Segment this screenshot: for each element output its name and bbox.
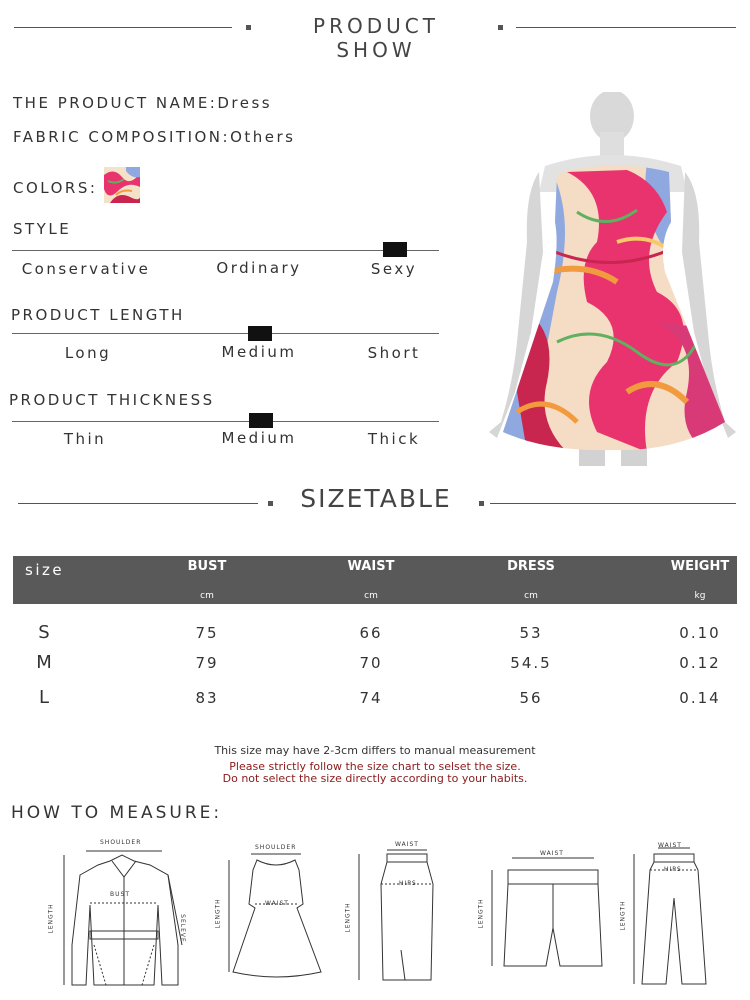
row-m-waist: 70 xyxy=(359,654,383,672)
bust-unit: cm xyxy=(200,591,214,601)
size-column-header: size xyxy=(25,561,65,579)
product-image xyxy=(487,92,738,470)
row-s-dress: 53 xyxy=(519,624,543,642)
weight-unit: kg xyxy=(694,591,706,601)
bust-column-header: BUST xyxy=(187,559,227,574)
how-to-measure-title: HOW TO MEASURE: xyxy=(11,803,223,823)
row-l-size: L xyxy=(38,687,52,708)
fabric-value: Others xyxy=(230,128,296,146)
jacket-shoulder-label: SHOULDER xyxy=(100,839,142,846)
dress-shoulder-label: SHOULDER xyxy=(255,844,297,851)
row-s-weight: 0.10 xyxy=(679,624,721,642)
shorts-icon xyxy=(478,848,603,976)
shorts-length-label: LENGTH xyxy=(477,898,485,929)
size-warning-line2: Do not select the size directly according to your habits. xyxy=(222,772,528,785)
row-l-bust: 83 xyxy=(195,689,219,707)
row-l-weight: 0.14 xyxy=(679,689,721,707)
row-m-dress: 54.5 xyxy=(510,654,552,672)
length-scale-marker xyxy=(248,326,272,341)
jacket-figure xyxy=(47,835,200,995)
color-swatch[interactable] xyxy=(104,167,140,203)
fabric-label: FABRIC COMPOSITION: xyxy=(13,128,231,146)
pants-waist-label: WAIST xyxy=(658,842,682,849)
row-m-size: M xyxy=(36,652,54,673)
thickness-label-thick: Thick xyxy=(367,430,421,448)
jacket-sleeve-label: SELEVE xyxy=(178,914,186,943)
page-title: PRODUCT SHOW xyxy=(313,14,439,62)
waist-column-header: WAIST xyxy=(347,559,395,574)
product-name-value: Dress xyxy=(217,94,273,112)
row-l-dress: 56 xyxy=(519,689,543,707)
dress-icon xyxy=(215,840,330,990)
row-m-weight: 0.12 xyxy=(679,654,721,672)
fabric-row xyxy=(13,128,295,146)
skirt-figure xyxy=(345,840,445,990)
length-scale-line xyxy=(12,333,439,334)
jacket-bust-label: BUST xyxy=(110,891,130,898)
pants-icon xyxy=(620,840,710,990)
product-name-row xyxy=(13,94,272,112)
shorts-figure xyxy=(478,848,603,976)
sizetable-square-left xyxy=(268,501,273,506)
skirt-waist-label: WAIST xyxy=(395,841,419,848)
header-line-left xyxy=(14,27,232,28)
length-label-medium: Medium xyxy=(221,343,297,361)
length-label-short: Short xyxy=(367,344,421,362)
row-l-waist: 74 xyxy=(359,689,383,707)
style-label-conservative: Conservative xyxy=(21,260,151,278)
sizetable-title: SIZETABLE xyxy=(300,484,452,513)
color-swatch-image xyxy=(104,167,140,203)
colors-label: COLORS: xyxy=(13,179,98,197)
product-name-label: THE PRODUCT NAME: xyxy=(13,94,218,112)
mannequin-dress-illustration xyxy=(487,92,738,470)
dress-column-header: DRESS xyxy=(507,559,555,574)
measurement-note: This size may have 2-3cm differs to manual measurement xyxy=(214,744,536,757)
row-s-bust: 75 xyxy=(195,624,219,642)
length-label-long: Long xyxy=(64,344,112,362)
row-m-bust: 79 xyxy=(195,654,219,672)
shorts-waist-label: WAIST xyxy=(540,850,564,857)
style-title: STYLE xyxy=(13,220,72,238)
thickness-scale-line xyxy=(12,421,439,422)
style-label-ordinary: Ordinary xyxy=(216,259,302,277)
row-s-waist: 66 xyxy=(359,624,383,642)
size-warning-line1: Please strictly follow the size chart to selset the size. xyxy=(229,760,521,773)
header-square-left xyxy=(246,25,251,30)
header-line-right xyxy=(516,27,736,28)
thickness-label-medium: Medium xyxy=(221,429,297,447)
dress-waist-label: WAIST xyxy=(265,900,289,907)
style-label-sexy: Sexy xyxy=(370,260,418,278)
pants-hips-label: HIPS xyxy=(664,866,682,873)
thickness-title: PRODUCT THICKNESS xyxy=(9,391,215,409)
jacket-length-label: LENGTH xyxy=(47,903,55,934)
style-scale-line xyxy=(12,250,439,251)
thickness-label-thin: Thin xyxy=(63,430,107,448)
row-s-size: S xyxy=(38,622,52,643)
pants-length-label: LENGTH xyxy=(619,900,627,931)
skirt-icon xyxy=(345,840,445,990)
jacket-icon xyxy=(47,835,200,995)
dress-figure xyxy=(215,840,330,990)
pants-figure xyxy=(620,840,710,990)
skirt-hips-label: HIPS xyxy=(399,880,417,887)
weight-column-header: WEIGHT xyxy=(670,559,730,574)
dress-unit: cm xyxy=(524,591,538,601)
length-title: PRODUCT LENGTH xyxy=(11,306,185,324)
sizetable-line-left xyxy=(18,503,258,504)
header-square-right xyxy=(498,25,503,30)
sizetable-line-right xyxy=(490,503,736,504)
waist-unit: cm xyxy=(364,591,378,601)
thickness-scale-marker xyxy=(249,413,273,428)
style-scale-marker xyxy=(383,242,407,257)
dress-length-label: LENGTH xyxy=(214,898,222,929)
sizetable-square-right xyxy=(479,501,484,506)
skirt-length-label: LENGTH xyxy=(344,902,352,933)
